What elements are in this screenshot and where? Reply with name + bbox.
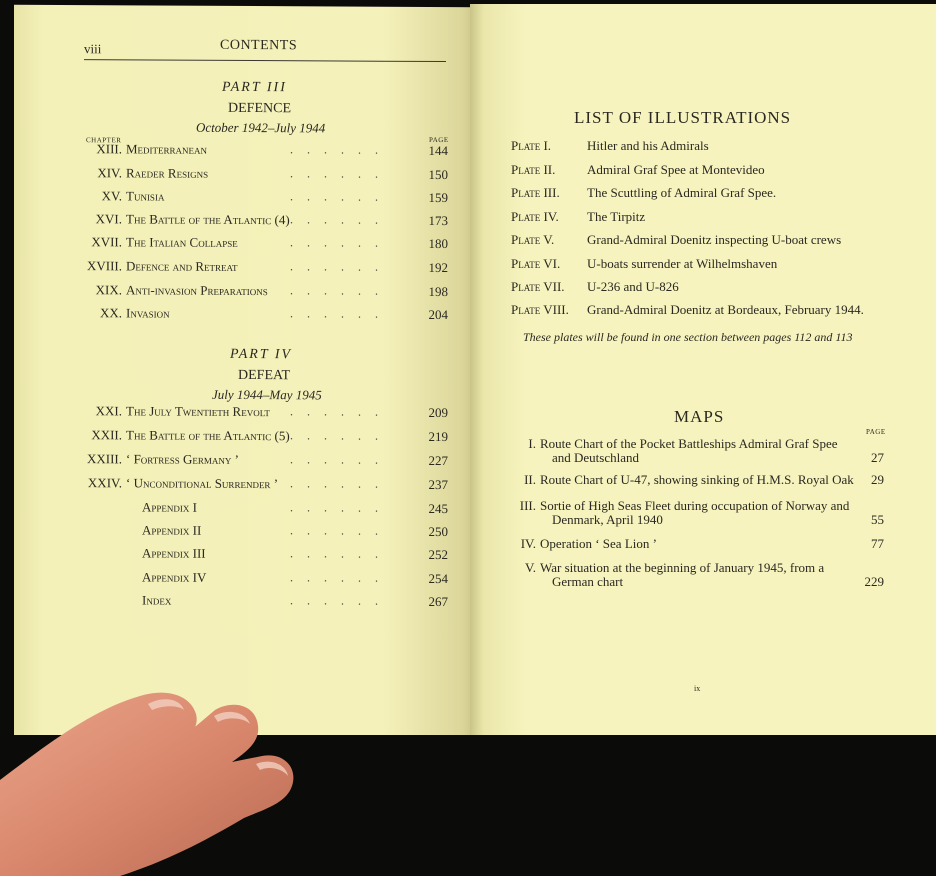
leader-dots: ......: [290, 142, 392, 157]
plate-caption: The Tirpitz: [587, 209, 646, 224]
maps-heading: MAPS: [674, 407, 725, 426]
leader-dots: ......: [290, 259, 392, 274]
plate-label: Plate I.: [511, 138, 552, 153]
toc-row: [14, 211, 454, 231]
plate-label: Plate VII.: [511, 279, 565, 294]
chapter-page: 219: [428, 428, 448, 445]
leader-dots: ......: [290, 166, 392, 181]
map-page: 27: [871, 450, 884, 465]
map-title-continued: and Deutschland: [552, 450, 640, 465]
chapter-title: Index: [142, 592, 172, 608]
chapter-title: The Battle of the Atlantic (5): [126, 427, 290, 444]
toc-row: [14, 451, 454, 471]
chapter-column-label: CHAPTER: [86, 136, 122, 145]
chapter-title: The Italian Collapse: [126, 234, 238, 250]
part-3-label: PART III: [222, 79, 287, 96]
chapter-page: 198: [428, 283, 448, 300]
chapter-page: 245: [428, 500, 448, 517]
chapter-number: XIV.: [97, 165, 122, 181]
toc-row: [14, 592, 454, 612]
plate-caption: U-236 and U-826: [587, 279, 679, 294]
chapter-title: Invasion: [126, 305, 170, 321]
chapter-page: 237: [428, 476, 448, 493]
leader-dots: ......: [290, 523, 392, 538]
page-column-label: PAGE: [429, 135, 449, 145]
chapter-title: ‘ Unconditional Surrender ’: [126, 475, 279, 492]
plate-label: Plate V.: [511, 232, 555, 247]
plate-label: Plate III.: [511, 185, 560, 200]
chapter-title: Raeder Resigns: [126, 165, 209, 181]
chapter-title: Appendix III: [142, 545, 206, 561]
running-head: CONTENTS: [220, 37, 298, 54]
chapter-number: XVII.: [91, 234, 122, 250]
hand-holding-page: [0, 670, 330, 876]
plate-caption: The Scuttling of Admiral Graf Spee.: [587, 185, 777, 200]
plate-label: Plate VI.: [511, 256, 561, 271]
chapter-number: XXIV.: [87, 475, 122, 491]
chapter-title: ‘ Fortress Germany ’: [126, 451, 239, 467]
plate-caption: Admiral Graf Spee at Montevideo: [587, 162, 765, 177]
leader-dots: ......: [290, 283, 392, 298]
chapter-title: Mediterranean: [126, 141, 208, 157]
running-head-rule: [84, 59, 446, 62]
leader-dots: ......: [290, 235, 392, 250]
part-3-title: DEFENCE: [228, 100, 291, 117]
chapter-page: 204: [428, 306, 448, 323]
toc-row: [14, 499, 454, 519]
part-4-title: DEFEAT: [238, 367, 291, 384]
map-number: V.: [525, 560, 536, 575]
maps-page-label: PAGE: [866, 428, 886, 436]
chapter-number: XV.: [101, 188, 122, 204]
map-page: 29: [871, 472, 884, 487]
left-folio: viii: [84, 41, 102, 57]
leader-dots: ......: [290, 546, 392, 561]
leader-dots: ......: [290, 570, 392, 585]
chapter-title: Tunisia: [126, 188, 165, 204]
chapter-title: Defence and Retreat: [126, 258, 238, 274]
chapter-title: Appendix IV: [142, 569, 207, 585]
chapter-page: 227: [428, 452, 448, 469]
plate-caption: Grand-Admiral Doenitz at Bordeaux, February 1944.: [587, 302, 864, 317]
chapter-page: 150: [428, 166, 448, 183]
leader-dots: ......: [290, 404, 392, 419]
chapter-page: 209: [428, 404, 448, 421]
map-number: I.: [528, 436, 536, 451]
chapter-page: 250: [428, 523, 448, 540]
chapter-number: XXI.: [95, 403, 122, 419]
toc-row: [14, 569, 454, 589]
map-title: Sortie of High Seas Fleet during occupation of Norway and: [540, 498, 850, 513]
chapter-title: The July Twentieth Revolt: [126, 403, 270, 420]
chapter-title: Appendix II: [142, 522, 202, 538]
chapter-title: Appendix I: [142, 499, 197, 515]
chapter-page: 159: [428, 189, 448, 206]
plate-caption: Grand-Admiral Doenitz inspecting U-boat crews: [587, 232, 842, 247]
part-3-dates: October 1942–July 1944: [196, 119, 326, 136]
toc-row: [14, 522, 454, 542]
chapter-page: 267: [428, 593, 448, 610]
illustrations-heading: LIST OF ILLUSTRATIONS: [574, 108, 792, 127]
chapter-page: 254: [428, 570, 448, 587]
leader-dots: ......: [290, 593, 392, 608]
chapter-number: XVIII.: [86, 258, 122, 274]
chapter-number: XIX.: [95, 282, 122, 298]
toc-row: [14, 188, 454, 208]
leader-dots: ......: [290, 452, 392, 467]
toc-row: [14, 403, 454, 423]
leader-dots: ......: [290, 428, 392, 443]
part-4-label: PART IV: [230, 346, 293, 363]
toc-row: [14, 305, 454, 325]
chapter-number: XVI.: [95, 211, 122, 227]
map-title: Operation ‘ Sea Lion ’: [540, 536, 657, 551]
plate-label: Plate VIII.: [511, 302, 569, 317]
leader-dots: ......: [290, 212, 392, 227]
chapter-number: XIII.: [96, 141, 122, 157]
plate-caption: Hitler and his Admirals: [587, 138, 709, 153]
plates-note: These plates will be found in one section between pages 112 and 113: [523, 330, 853, 344]
map-number: III.: [519, 498, 536, 513]
plate-caption: U-boats surrender at Wilhelmshaven: [587, 256, 778, 271]
toc-row: [14, 258, 454, 278]
leader-dots: ......: [290, 476, 392, 491]
chapter-page: 144: [428, 142, 448, 159]
map-page: 77: [871, 536, 884, 551]
toc-row: [14, 545, 454, 565]
toc-row: [14, 141, 454, 161]
leader-dots: ......: [290, 306, 392, 321]
chapter-title: The Battle of the Atlantic (4): [126, 211, 290, 228]
toc-row: [14, 475, 454, 495]
chapter-page: 252: [428, 546, 448, 563]
map-page: 55: [871, 512, 884, 527]
leader-dots: ......: [290, 189, 392, 204]
chapter-page: 180: [428, 235, 448, 252]
leader-dots: ......: [290, 500, 392, 515]
right-folio: ix: [694, 684, 701, 693]
toc-row: [14, 282, 454, 302]
map-title: War situation at the beginning of January 1945, from a: [540, 560, 825, 575]
toc-row: [14, 234, 454, 254]
map-page: 229: [864, 574, 884, 589]
chapter-number: XXII.: [91, 427, 122, 443]
toc-row: [14, 427, 454, 447]
chapter-title: Anti-invasion Preparations: [126, 282, 268, 299]
left-page: [14, 5, 476, 765]
right-page: [470, 4, 936, 756]
chapter-number: XX.: [99, 305, 122, 321]
chapter-page: 192: [428, 259, 448, 276]
part-4-dates: July 1944–May 1945: [212, 386, 322, 403]
map-title: Route Chart of U-47, showing sinking of H.M.S. Royal Oak: [540, 472, 854, 487]
map-title: Route Chart of the Pocket Battleships Admiral Graf Spee: [540, 436, 838, 451]
map-title-continued: Denmark, April 1940: [552, 512, 663, 527]
toc-row: [14, 165, 454, 185]
map-title-continued: German chart: [552, 574, 624, 589]
chapter-page: 173: [428, 212, 448, 229]
plate-label: Plate IV.: [511, 209, 559, 224]
map-number: IV.: [520, 536, 536, 551]
plate-label: Plate II.: [511, 162, 556, 177]
map-number: II.: [524, 472, 536, 487]
chapter-number: XXIII.: [86, 451, 122, 467]
